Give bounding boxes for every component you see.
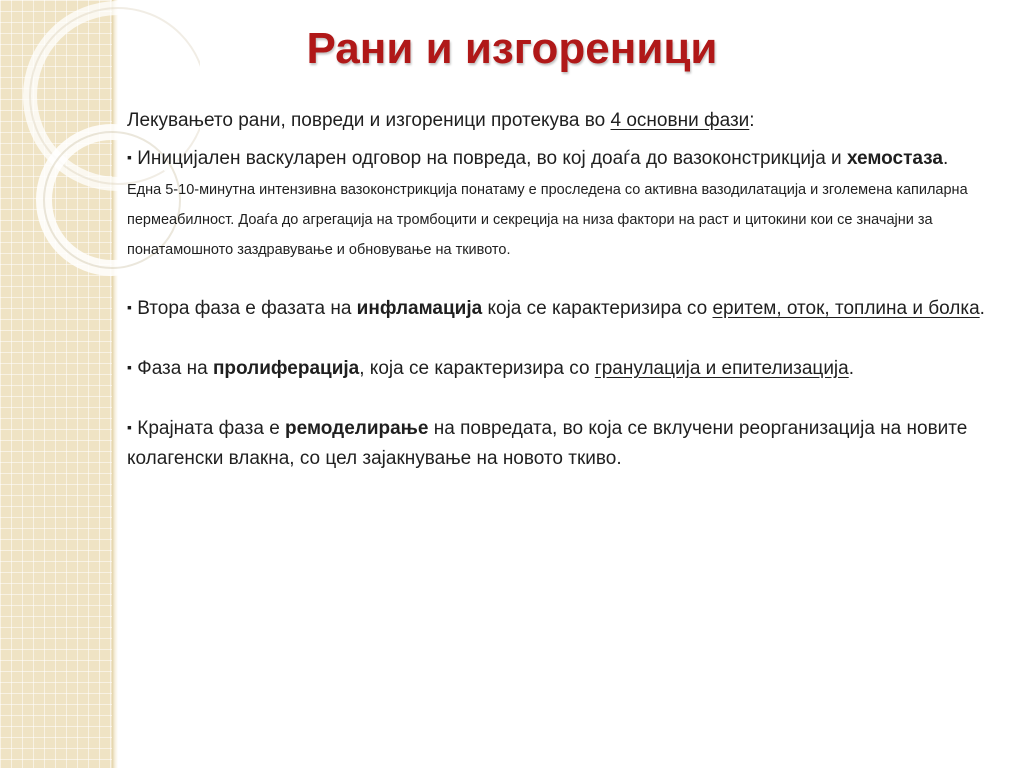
- bullet-marker: ▪: [127, 359, 132, 375]
- bullet-2: [127, 292, 987, 324]
- bullet-3-bold: пролиферација: [212, 358, 360, 379]
- bullet-3: [127, 352, 987, 384]
- intro-paragraph: [127, 106, 987, 136]
- bullet-4-mid: на повредата, во која се вклучени реорганизација на новите колагенски влакна, со цел зајакнување на новото ткиво.: [127, 418, 968, 469]
- bullet-3-underlined: гранулација и епителизација: [594, 358, 849, 379]
- intro-text: Лекувањето рани, повреди и изгореници протекува во: [127, 110, 611, 131]
- bullet-2-underlined: еритем, оток, топлина и болка: [712, 298, 980, 319]
- slide-content: [127, 106, 987, 474]
- bullet-3-pre: Фаза на: [131, 358, 213, 379]
- bullet-1-pre: Иницијален васкуларен одговор на повреда, во кој доаѓа до вазоконстрикција и: [131, 148, 847, 169]
- bullet-marker: ▪: [127, 419, 132, 435]
- bullet-4: [127, 412, 987, 474]
- bullet-2-end: .: [979, 298, 985, 319]
- bullet-1-detail: Една 5-10-минутна интензивна вазоконстрикција понатаму е проследена со активна вазодилатација и зголемена капиларна пермеабилност. Доаѓа до агрегација на тромбоцити и секреција на низа фактори на раст и цитокини кои се значајни за понатамошното заздравување и обновување на ткивото.: [127, 182, 968, 258]
- bullet-2-mid: која се карактеризира со: [482, 298, 713, 319]
- bullet-marker: ▪: [127, 149, 132, 165]
- bullet-2-bold: инфламација: [356, 298, 483, 319]
- bullet-3-mid: , која се карактеризира со: [359, 358, 595, 379]
- intro-end: :: [749, 110, 755, 131]
- bullet-4-bold: ремоделирање: [285, 418, 429, 439]
- sidebar-pattern: [0, 0, 112, 768]
- bullet-1: [127, 142, 987, 264]
- bullet-1-mid: .: [942, 148, 949, 169]
- bullet-3-end: .: [848, 358, 854, 379]
- slide-title: Рани и изгореници: [306, 24, 718, 73]
- bullet-4-pre: Крајната фаза е: [131, 418, 286, 439]
- bullet-2-pre: Втора фаза е фазата на: [131, 298, 357, 319]
- intro-underlined: 4 основни фази: [610, 110, 750, 131]
- sidebar-edge: [112, 0, 118, 768]
- bullet-1-bold: хемостаза: [846, 148, 943, 169]
- bullet-marker: ▪: [127, 299, 132, 315]
